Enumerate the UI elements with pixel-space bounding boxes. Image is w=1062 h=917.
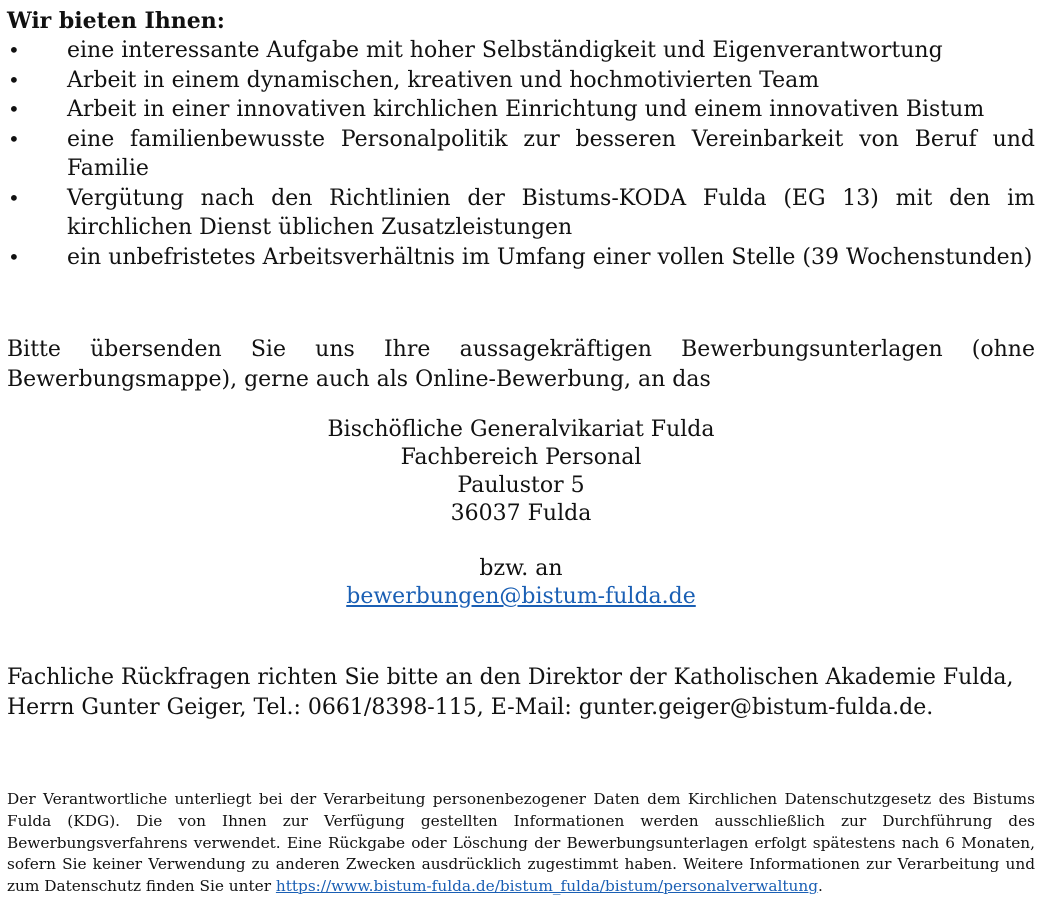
application-email-link[interactable]: bewerbungen@bistum-fulda.de [346,584,696,609]
benefit-text: Vergütung nach den Richtlinien der Bistums-KODA Fulda (EG 13) mit den im kirchlichen Dienst üblichen Zusatzleistungen [67,185,1035,240]
bullet-icon: • [8,126,20,151]
privacy-notice [7,789,1035,898]
address-spacer [7,528,1035,555]
offer-heading: Wir bieten Ihnen: [7,8,225,34]
bullet-icon: • [8,67,20,92]
privacy-end: . [818,877,823,896]
list-item [7,66,1035,96]
benefit-text: Arbeit in einer innovativen kirchlichen Einrichtung und einem innovativen Bistum [67,97,985,122]
benefits-list [7,36,1035,272]
benefit-text: eine familienbewusste Personalpolitik zur besseren Vereinbarkeit von Beruf und Familie [67,126,1035,181]
bullet-icon: • [8,38,20,62]
contact-line-2: Herrn Gunter Geiger, Tel.: 0661/8398-115, E-Mail: gunter.geiger@bistum-fulda.de. [7,694,934,720]
address-line-department: Fachbereich Personal [400,445,642,470]
list-item [7,125,1035,184]
benefit-text: eine interessante Aufgabe mit hoher Selbständigkeit und Eigenverantwortung [67,38,943,63]
bullet-icon: • [8,97,20,121]
privacy-text: Der Verantwortliche unterliegt bei der Verarbeitung personenbezogener Daten dem Kirchlichen Datenschutzgesetz des Bistums Fulda (KDG). Die von Ihnen zur Verfügung gestellten Informationen werden ausschließlich zur Durchführung des Bewerbungsverfahrens verwendet. Eine Rückgabe oder Löschung der Bewerbungsunterlagen erfolgt spätestens nach 6 Monaten, sofern Sie keiner Verwendung zu anderen Zwecken ausdrücklich zugestimmt haben. Weitere Informationen zur Verarbeitung und zum Datenschutz finden Sie unter [7,790,1035,896]
address-line-city: 36037 Fulda [450,501,592,526]
contact-paragraph [7,663,1035,722]
benefit-text: ein unbefristetes Arbeitsverhältnis im Umfang einer vollen Stelle (39 Wochenstunden) [67,244,1033,270]
privacy-link[interactable]: https://www.bistum-fulda.de/bistum_fulda/bistum/personalverwaltung [275,877,819,896]
address-line-street: Paulustor 5 [457,473,585,498]
address-line-org: Bischöfliche Generalvikariat Fulda [327,417,715,442]
list-item [7,36,1035,66]
bullet-icon: • [8,244,20,269]
application-email-wrapper [7,583,1035,611]
contact-line-1: Fachliche Rückfragen richten Sie bitte an den Direktor der Katholischen Akademie Fulda, [7,665,1014,690]
list-item [7,243,1035,273]
list-item [7,95,1035,125]
bullet-icon: • [8,185,20,210]
address-block [7,416,1035,611]
list-item [7,184,1035,243]
application-paragraph: Bitte übersenden Sie uns Ihre aussagekräftigen Bewerbungsunterlagen (ohne Bewerbungsmappe), gerne auch als Online-Bewerbung, an das [7,337,1035,392]
address-alt-label: bzw. an [479,556,563,581]
benefit-text: Arbeit in einem dynamischen, kreativen und hochmotivierten Team [67,67,820,93]
